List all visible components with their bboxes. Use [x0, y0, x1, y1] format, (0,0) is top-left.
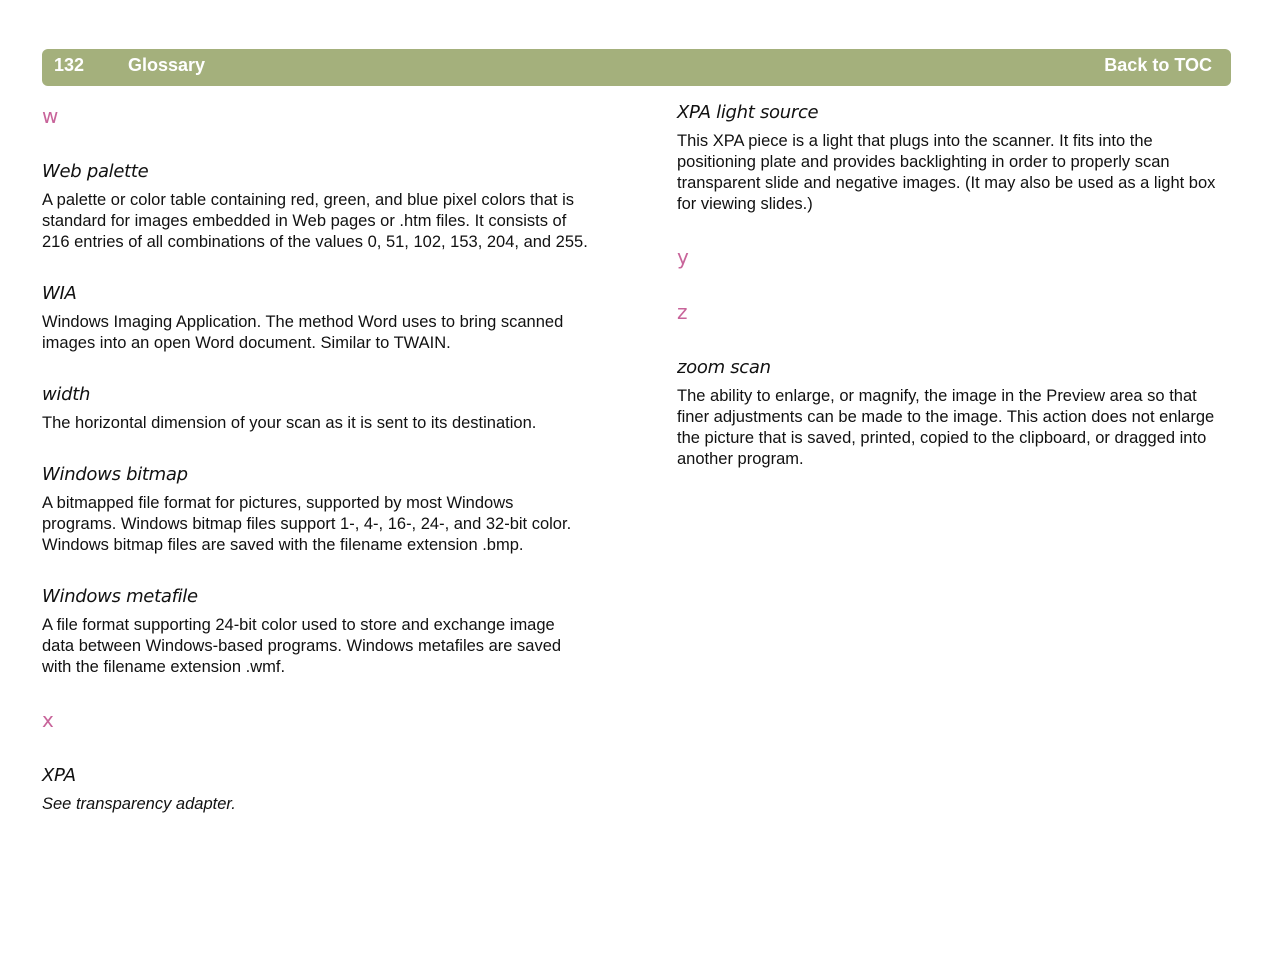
term-definition: Windows Imaging Application. The method Word uses to bring scanned images into an open Word document. Similar to TWAIN.	[42, 313, 564, 352]
page-number: 132	[54, 55, 85, 75]
glossary-entry-xpa	[42, 765, 590, 815]
term-definition: This XPA piece is a light that plugs into the scanner. It fits into the positioning plate and provides backlighting in order to properly scan transparent slide and negative images. (It may also be used as a light box for viewing slides.)	[677, 132, 1216, 213]
term-heading: zoom scan	[677, 357, 771, 378]
cross-reference-link[interactable]: See transparency adapter.	[42, 795, 236, 813]
glossary-entry-width	[42, 384, 590, 434]
term-heading: width	[42, 384, 91, 405]
term-heading: Windows bitmap	[42, 464, 188, 485]
section-title: Glossary	[128, 55, 206, 75]
term-definition: A palette or color table containing red, green, and blue pixel colors that is standard for images embedded in Web pages or .htm files. It consists of 216 entries of all combinations of the values 0, 51, 102, 153, 204, and 255.	[42, 191, 588, 251]
term-definition: The ability to enlarge, or magnify, the image in the Preview area so that finer adjustments can be made to the image. This action does not enlarge the picture that is saved, printed, copied to the clipboard, or dragged into another program.	[677, 387, 1215, 468]
section-letter-y: y	[677, 245, 689, 269]
back-to-toc-link[interactable]: Back to TOC	[1104, 55, 1212, 75]
term-heading: XPA light source	[677, 102, 819, 123]
glossary-entry-windows-bitmap	[42, 464, 590, 556]
glossary-entry-zoom-scan	[677, 357, 1225, 470]
term-definition: The horizontal dimension of your scan as it is sent to its destination.	[42, 414, 537, 432]
glossary-entry-web-palette	[42, 161, 590, 253]
glossary-entry-windows-metafile	[42, 586, 590, 678]
term-definition: A bitmapped file format for pictures, supported by most Windows programs. Windows bitmap files support 1-, 4-, 16-, 24-, and 32-bit color. Windows bitmap files are saved with the filename extension .bmp.	[42, 494, 572, 554]
section-letter-w: w	[42, 104, 59, 128]
term-definition: A file format supporting 24-bit color used to store and exchange image data between Windows-based programs. Windows metafiles are saved with the filename extension .wmf.	[42, 616, 562, 676]
term-heading: WIA	[42, 283, 77, 304]
header-bar	[42, 49, 1231, 86]
glossary-entry-xpa-light-source	[677, 102, 1225, 215]
term-heading: Web palette	[42, 161, 149, 182]
section-letter-z: z	[677, 300, 688, 324]
term-heading: Windows metafile	[42, 586, 198, 607]
term-heading: XPA	[42, 765, 76, 786]
left-column	[42, 104, 590, 815]
right-column	[677, 102, 1225, 470]
glossary-entry-wia	[42, 283, 590, 354]
section-letter-x: x	[42, 708, 54, 732]
